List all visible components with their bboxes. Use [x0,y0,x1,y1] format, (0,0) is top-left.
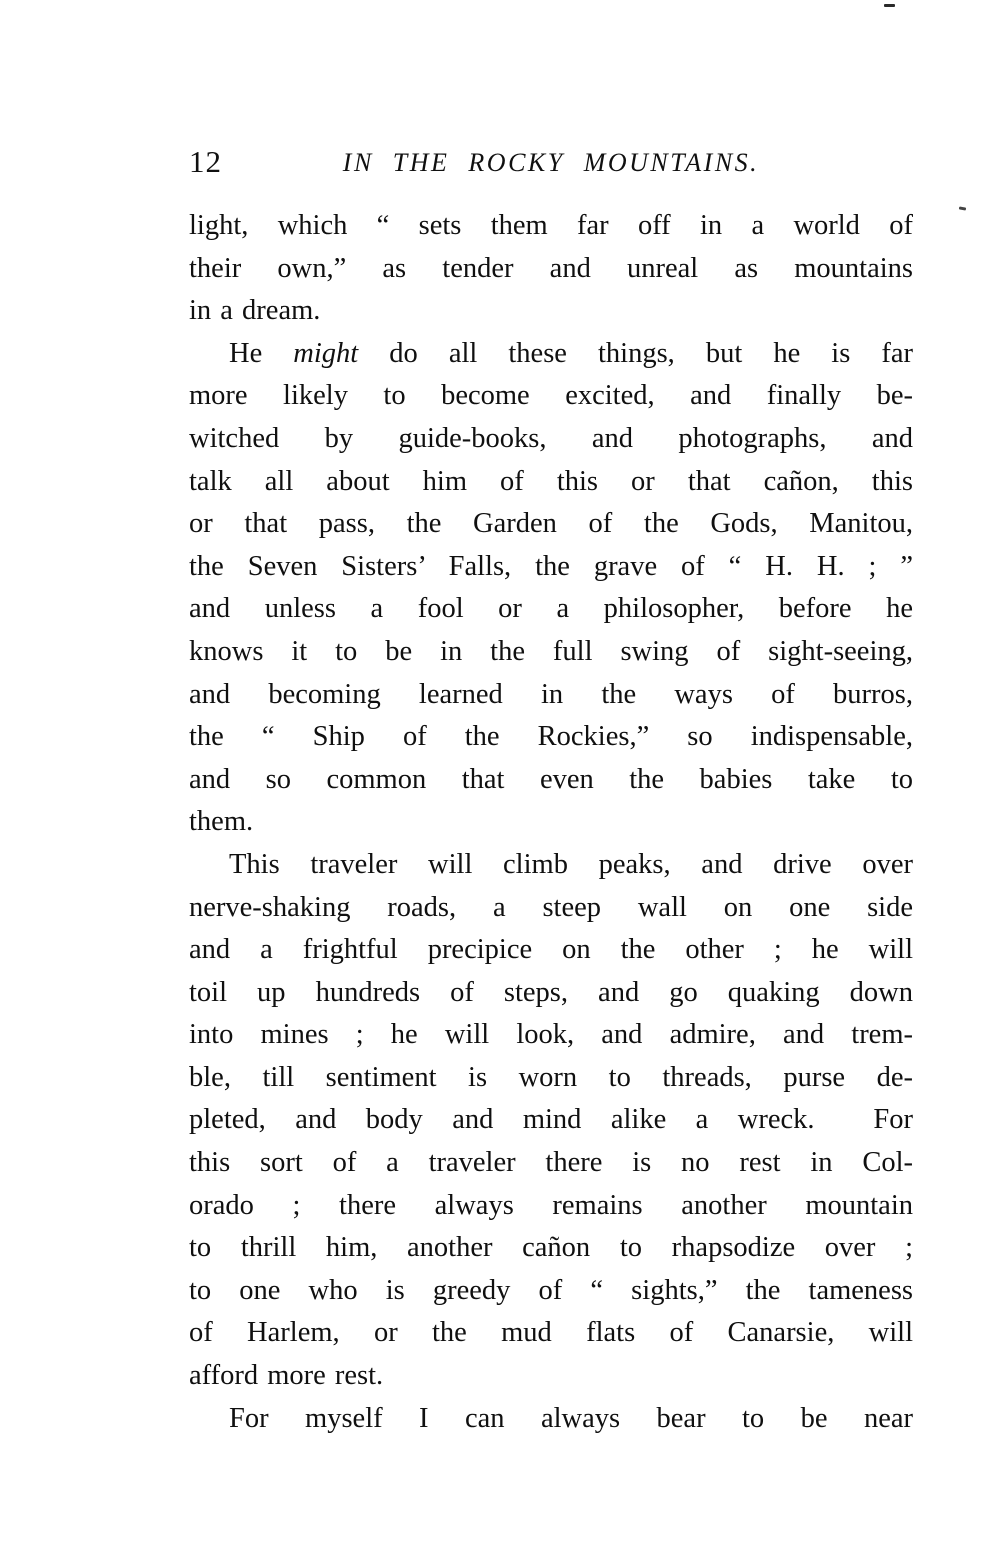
text-line [189,1312,913,1355]
text-segment: and a frightful precipice on the other ; he will [189,934,913,966]
text-segment: this sort of a traveler there is no rest in Col- [189,1147,913,1179]
text-line [189,1185,913,1228]
text-line [189,588,913,631]
text-segment: ble, till sentiment is worn to threads, purse de- [189,1061,913,1093]
text-line [189,503,913,546]
text-line [189,546,913,589]
text-segment: This traveler will climb peaks, and drive over [229,848,913,880]
text-segment: do all these things, but he is far [358,337,913,369]
text-line [189,1227,913,1270]
text-segment: into mines ; he will look, and admire, and trem- [189,1019,913,1051]
text-line [189,1355,913,1398]
text-line [189,759,913,802]
text-segment: and becoming learned in the ways of burros, [189,678,913,710]
text-segment: knows it to be in the full swing of sight-seeing, [189,635,913,667]
text-line [189,290,913,333]
text-segment: witched by guide-books, and photographs, and [189,422,913,454]
text-line [189,929,913,972]
text-line [189,1142,913,1185]
text-line [189,1398,913,1441]
scan-artifact [884,4,895,7]
text-segment: of Harlem, or the mud flats of Canarsie, will [189,1317,913,1349]
text-segment: to one who is greedy of “ sights,” the tameness [189,1274,913,1306]
text-line [189,674,913,717]
text-segment: to thrill him, another cañon to rhapsodize over ; [189,1232,913,1264]
text-line [189,1099,913,1142]
running-title: IN THE ROCKY MOUNTAINS. [342,148,760,177]
text-segment: more likely to become excited, and finally be- [189,380,913,412]
text-segment: or that pass, the Garden of the Gods, Manitou, [189,508,913,540]
text-segment: light, which “ sets them far off in a world of [189,210,913,241]
text-line [189,972,913,1015]
text-segment: pleted, and body and mind alike a wreck. For [189,1104,913,1136]
text-segment: the Seven Sisters’ Falls, the grave of “ H. H. ; ” [189,550,913,582]
text-segment: talk all about him of this or that cañon, this [189,465,913,497]
text-segment: orado ; there always remains another mountain [189,1189,913,1221]
italic-text: might [293,337,359,369]
text-segment: He [229,337,294,369]
scan-artifact [959,206,966,210]
text-segment: the “ Ship of the Rockies,” so indispensable, [189,721,913,753]
text-line [189,716,913,759]
text-line [189,205,913,248]
text-segment: their own,” as tender and unreal as mountains [189,252,913,284]
text-line [189,461,913,504]
text-segment: them. [189,806,254,838]
text-segment: For myself I can always bear to be near [229,1402,913,1434]
text-line [189,1014,913,1057]
page-header [189,142,913,186]
text-segment: and so common that even the babies take to [189,763,913,795]
text-line [189,248,913,291]
text-line [189,631,913,674]
text-line [189,801,913,844]
text-segment: in a dream. [189,295,321,327]
text-segment: afford more rest. [189,1360,384,1392]
text-block [189,205,913,1440]
text-segment: nerve-shaking roads, a steep wall on one side [189,891,913,923]
text-line [189,1057,913,1100]
text-line [189,844,913,887]
text-line [189,1270,913,1313]
text-segment: and unless a fool or a philosopher, before he [189,593,913,625]
text-segment: toil up hundreds of steps, and go quaking down [189,976,913,1008]
text-line [189,887,913,930]
text-line [189,418,913,461]
text-line [189,375,913,418]
page-number: 12 [189,144,222,179]
text-line [189,333,913,376]
